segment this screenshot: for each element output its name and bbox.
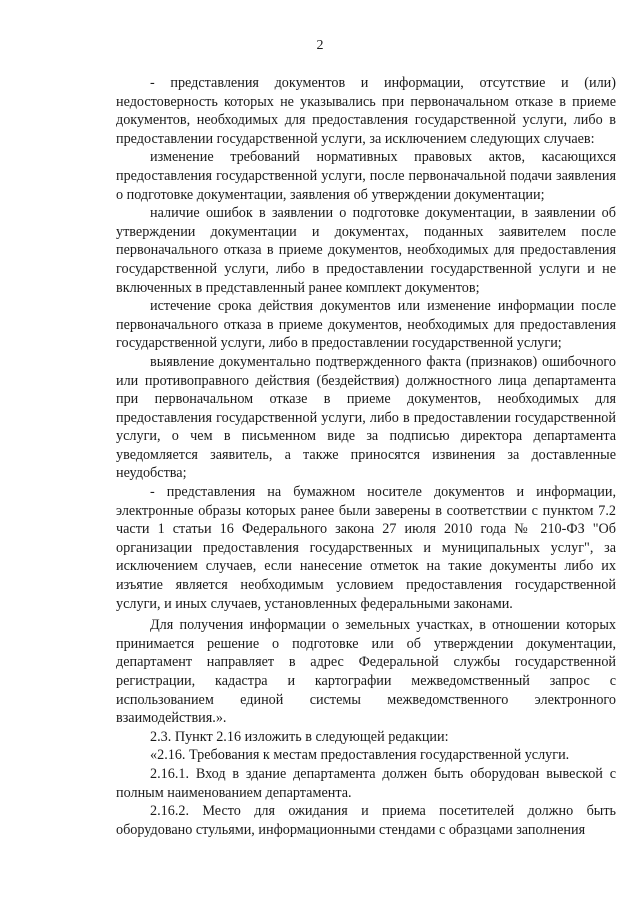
paragraph: Для получения информации о земельных участках, в отношении которых принимается решение о подготовке или об утверждении документации, департамент направляет в адрес Федеральной службы государственной регистрации, кадастра и картографии межведомственный запрос с использованием единой системы межведомственного электронного взаимодействия.». bbox=[116, 617, 616, 727]
paragraph: «2.16. Требования к местам предоставления государственной услуги. bbox=[150, 747, 570, 764]
paragraph: - представления на бумажном носителе документов и информации, электронные образы которых ранее были заверены в соответствии с пунктом 7.2 части 1 статьи 16 Федерального закона 27 июля 2010 года № 210-ФЗ "Об организации предоставления государственных и муниципальных услуг", за исключением случаев, если нанесение отметок на такие документы либо их изъятие является необходимым условием предоставления государственной услуги, и иных случаев, установленных федеральными законами. bbox=[116, 484, 616, 612]
paragraph: 2.3. Пункт 2.16 изложить в следующей редакции: bbox=[150, 728, 449, 745]
paragraph: изменение требований нормативных правовых актов, касающихся предоставления государственной услуги, после первоначальной подачи заявления о подготовке документации, заявления об утверждении документации; bbox=[116, 149, 616, 203]
paragraph: 2.16.1. Вход в здание департамента должен быть оборудован вывеской с полным наименованием департамента. bbox=[116, 765, 616, 801]
paragraph: выявление документально подтвержденного факта (признаков) ошибочного или противоправного действия (бездействия) должностного лица департамента при первоначальном отказе в приеме документов, необходимых для предоставления государственной услуги, либо в предоставлении государственной услуги, о чем в письменном виде за подписью директора департамента уведомляется заявитель, а также приносятся извинения за доставленные неудобства; bbox=[116, 353, 616, 482]
paragraph: наличие ошибок в заявлении о подготовке документации, в заявлении об утверждении документации и документах, поданных заявителем после первоначального отказа в приеме документов, необходимых для предоставления государственной услуги, либо в предоставлении государственной услуги и не включенных в представленный ранее комплект документов; bbox=[116, 205, 616, 296]
document-body bbox=[116, 74, 616, 839]
paragraph: истечение срока действия документов или изменение информации после первоначального отказа в приеме документов, необходимых для предоставления государственной услуги, либо в предоставлении государственной услуги; bbox=[116, 298, 616, 352]
paragraph: 2.16.2. Место для ожидания и приема посетителей должно быть оборудовано стульями, информационными стендами с образцами заполнения bbox=[116, 803, 616, 838]
paragraph: - представления документов и информации, отсутствие и (или) недостоверность которых не указывались при первоначальном отказе в приеме документов, необходимых для предоставления государственной услуги, либо в предоставлении государственной услуги, за исключением следующих случаев: bbox=[116, 75, 616, 147]
page-number: 2 bbox=[316, 38, 324, 53]
